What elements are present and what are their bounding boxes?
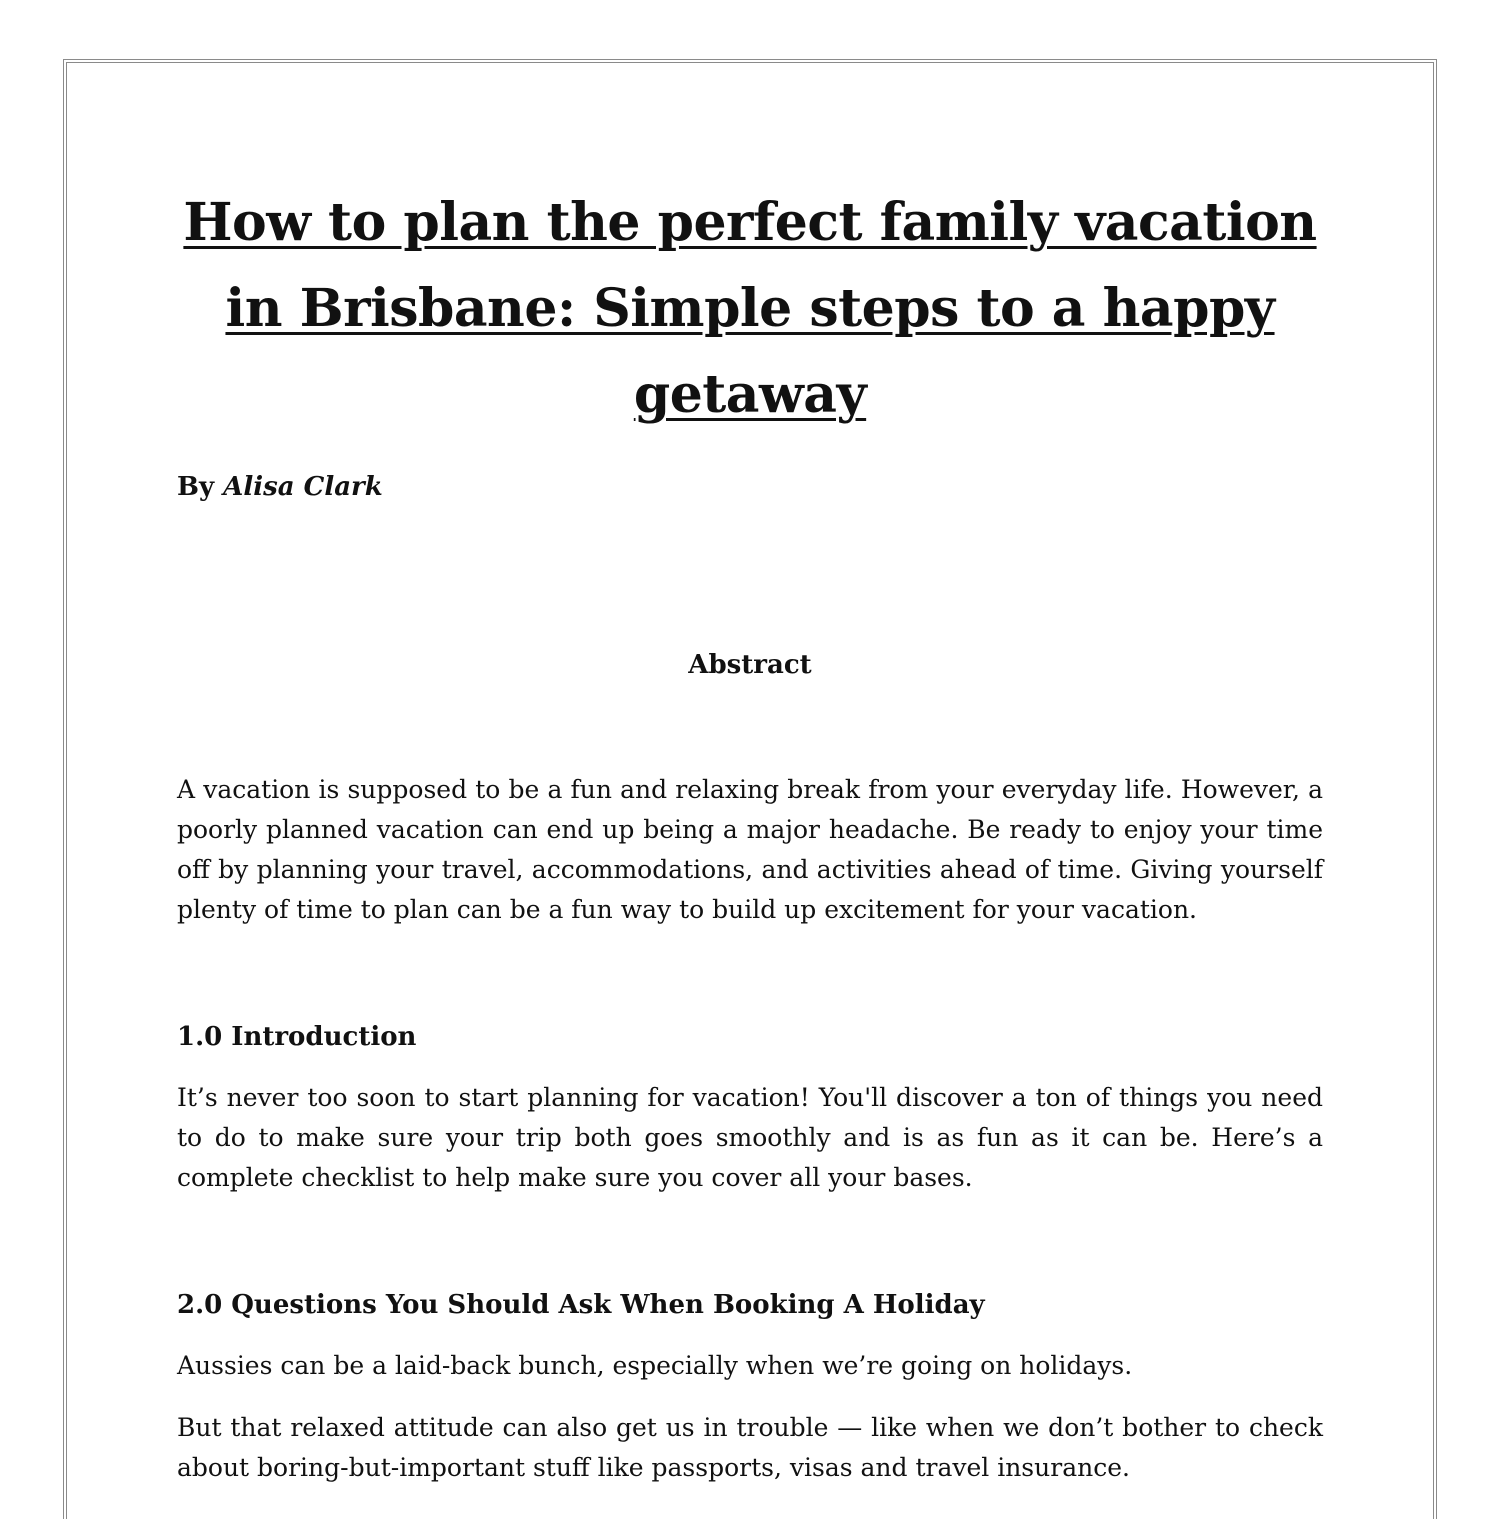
byline-prefix: By: [177, 472, 215, 502]
byline: [177, 472, 1323, 502]
questions-paragraph-2: But that relaxed attitude can also get us in trouble — like when we don’t bother to check about boring-but-important stuff like passports, visas and travel insurance.: [177, 1413, 1323, 1482]
introduction-paragraph: It’s never too soon to start planning for vacation! You'll discover a ton of things you need to do to make sure your trip both goes smoothly and is as fun as it can be. Here’s a complete checklist to help make sure you cover all your bases.: [177, 1083, 1323, 1192]
questions-paragraph-1: Aussies can be a laid-back bunch, especially when we’re going on holidays.: [177, 1351, 1133, 1380]
document-title: How to plan the perfect family vacation in Brisbane: Simple steps to a happy getaway: [183, 192, 1317, 425]
author-name: Alisa Clark: [223, 472, 383, 502]
section-heading-introduction: 1.0 Introduction: [177, 1022, 417, 1052]
document-body: [177, 180, 1323, 1488]
abstract-text: A vacation is supposed to be a fun and relaxing break from your everyday life. However, a poorly planned vacation can end up being a major headache. Be ready to enjoy your time off by planning your travel, accommodations, and activities ahead of time. Giving yourself plenty of time to plan can be a fun way to build up excitement for your vacation.: [177, 775, 1323, 924]
section-heading-questions: 2.0 Questions You Should Ask When Booking A Holiday: [177, 1290, 985, 1320]
abstract-heading: Abstract: [688, 650, 812, 680]
